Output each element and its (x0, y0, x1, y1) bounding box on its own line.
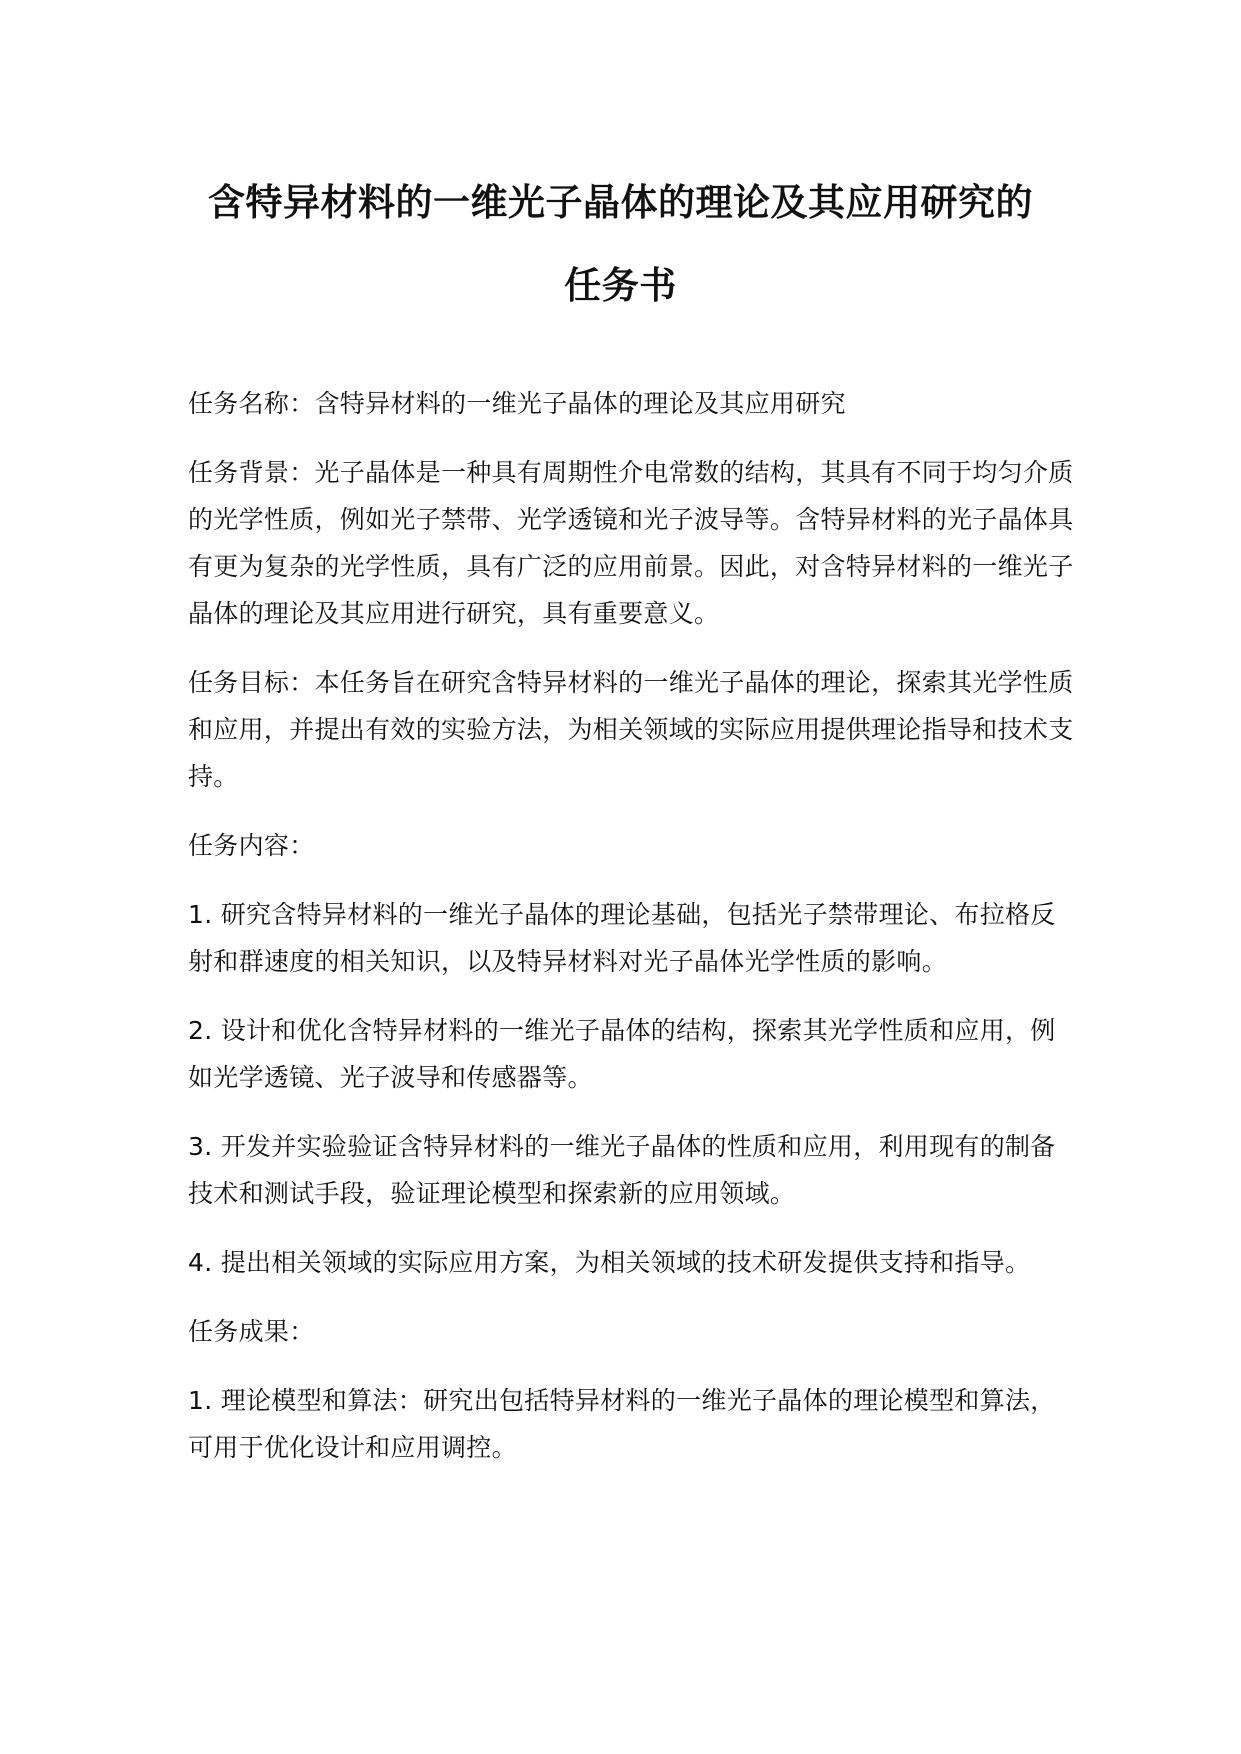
task-objective-paragraph: 任务目标：本任务旨在研究含特异材料的一维光子晶体的理论，探索其光学性质和应用，并提出有效的实验方法，为相关领域的实际应用提供理论指导和技术支持。 (188, 668, 1074, 791)
task-content-item-2: 2. 设计和优化含特异材料的一维光子晶体的结构，探索其光学性质和应用，例如光学透镜、光子波导和传感器等。 (188, 1016, 1056, 1092)
task-background-paragraph: 任务背景：光子晶体是一种具有周期性介电常数的结构，其具有不同于均匀介质的光学性质，例如光子禁带、光学透镜和光子波导等。含特异材料的光子晶体具有更为复杂的光学性质，具有广泛的应用前景。因此，对含特异材料的一维光子晶体的理论及其应用进行研究，具有重要意义。 (188, 458, 1074, 628)
task-results-item-1: 1. 理论模型和算法：研究出包括特异材料的一维光子晶体的理论模型和算法，可用于优化设计和应用调控。 (188, 1386, 1056, 1462)
document-title-line-2: 任务书 (564, 264, 677, 307)
task-content-heading: 任务内容： (188, 831, 315, 860)
task-content-item-4: 4. 提出相关领域的实际应用方案，为相关领域的技术研发提供支持和指导。 (188, 1248, 1031, 1277)
task-content-item-3: 3. 开发并实验验证含特异材料的一维光子晶体的性质和应用，利用现有的制备技术和测试手段，验证理论模型和探索新的应用领域。 (188, 1132, 1056, 1208)
document-title-line-1: 含特异材料的一维光子晶体的理论及其应用研究的 (208, 181, 1033, 224)
task-name-paragraph: 任务名称：含特异材料的一维光子晶体的理论及其应用研究 (188, 389, 846, 418)
document-body (188, 380, 1078, 1493)
task-results-heading: 任务成果： (188, 1317, 315, 1346)
task-content-item-1: 1. 研究含特异材料的一维光子晶体的理论基础，包括光子禁带理论、布拉格反射和群速度的相关知识，以及特异材料对光子晶体光学性质的影响。 (188, 900, 1056, 976)
